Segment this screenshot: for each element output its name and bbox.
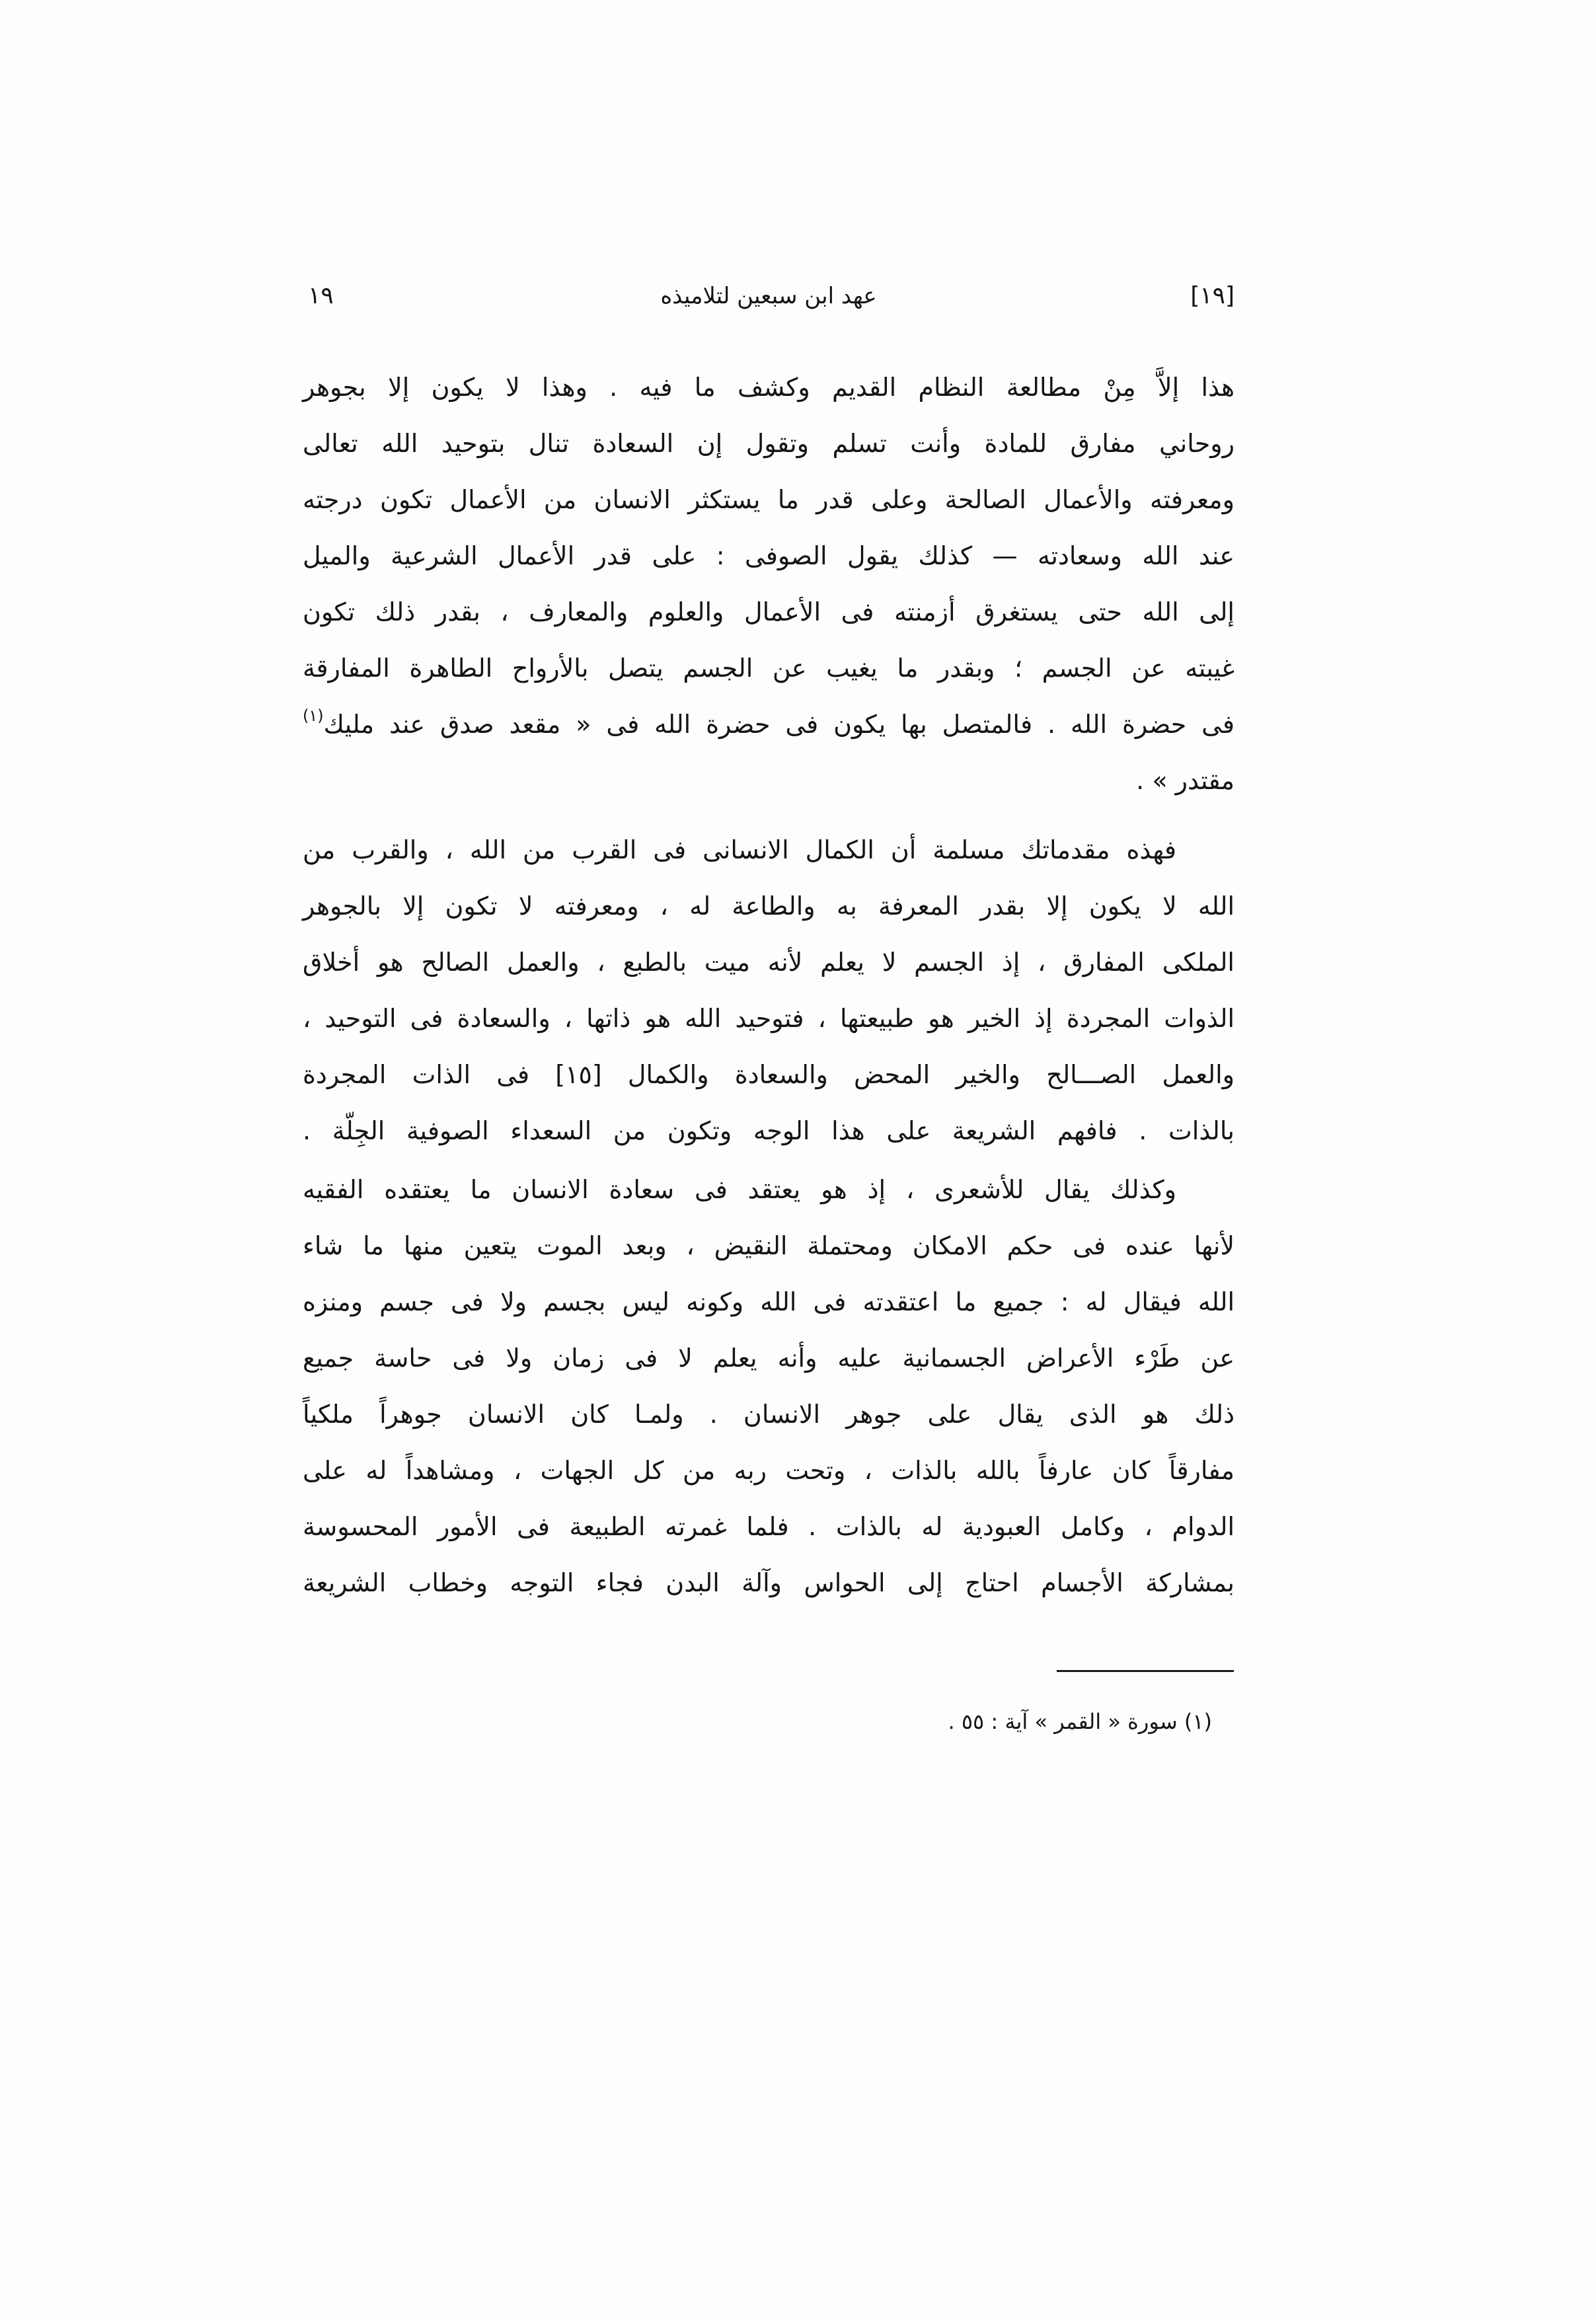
body-text bbox=[303, 360, 1235, 1611]
paragraph bbox=[303, 1162, 1235, 1611]
text-line-content: فى حضرة الله . فالمتصل بها يكون فى حضرة الله فى « مقعد صدق عند مليك bbox=[323, 710, 1235, 739]
text-line: الملكى المفارق ، إذ الجسم لا يعلم لأنه ميت بالطبع ، والعمل الصالح هو أخلاق bbox=[303, 948, 1235, 977]
text-line: غيبته عن الجسم ؛ وبقدر ما يغيب عن الجسم يتصل بالأرواح الطاهرة المفارقة bbox=[303, 654, 1235, 683]
page-number-left: ١٩ bbox=[308, 282, 334, 309]
text-line: فهذه مقدماتك مسلمة أن الكمال الانسانى فى القرب من الله ، والقرب من bbox=[303, 835, 1176, 864]
text-line: إلى الله حتى يستغرق أزمنته فى الأعمال والعلوم والمعارف ، بقدر ذلك تكون bbox=[303, 597, 1235, 627]
text-line: لأنها عنده فى حكم الامكان ومحتملة النقيض ، وبعد الموت يتعين منها ما شاء bbox=[303, 1231, 1235, 1260]
text-line: الدوام ، وكامل العبودية له بالذات . فلما غمرته الطبيعة فى الأمور المحسوسة bbox=[303, 1512, 1235, 1541]
text-line: ومعرفته والأعمال الصالحة وعلى قدر ما يستكثر الانسان من الأعمال تكون درجته bbox=[303, 485, 1235, 514]
paragraph bbox=[303, 360, 1235, 809]
page-header bbox=[303, 276, 1235, 316]
footnote: (١) سورة « القمر » آية : ٥٥ . bbox=[948, 1709, 1212, 1734]
paragraph bbox=[303, 822, 1235, 1159]
text-line: الله لا يكون إلا بقدر المعرفة به والطاعة له ، ومعرفته لا تكون إلا بالجوهر bbox=[303, 892, 1235, 921]
text-line: الله فيقال له : جميع ما اعتقدته فى الله وكونه ليس بجسم ولا فى جسم ومنزه bbox=[303, 1287, 1235, 1316]
text-line: مقتدر » . bbox=[1136, 766, 1235, 795]
text-line bbox=[303, 697, 1235, 753]
text-line: وكذلك يقال للأشعرى ، إذ هو يعتقد فى سعادة الانسان ما يعتقده الفقيه bbox=[303, 1175, 1176, 1204]
text-line: والعمل الصـــالح والخير المحض والسعادة والكمال [١٥] فى الذات المجردة bbox=[303, 1060, 1235, 1089]
footnote-reference: (١) bbox=[303, 706, 324, 725]
text-line: الذوات المجردة إذ الخير هو طبيعتها ، فتوحيد الله هو ذاتها ، والسعادة فى التوحيد ، bbox=[303, 1004, 1235, 1033]
footnote-separator bbox=[1057, 1670, 1234, 1672]
text-line: عن طَرْء الأعراض الجسمانية عليه وأنه يعلم لا فى زمان ولا فى حاسة جميع bbox=[303, 1344, 1235, 1373]
text-line: بالذات . فافهم الشريعة على هذا الوجه وتكون من السعداء الصوفية الجِلّة . bbox=[303, 1116, 1235, 1145]
text-line: ذلك هو الذى يقال على جوهر الانسان . ولمـا كان الانسان جوهراً ملكياً bbox=[303, 1400, 1235, 1429]
text-line: بمشاركة الأجسام احتاج إلى الحواس وآلة البدن فجاء التوجه وخطاب الشريعة bbox=[303, 1568, 1235, 1597]
text-line: عند الله وسعادته — كذلك يقول الصوفى : على قدر الأعمال الشرعية والميل bbox=[303, 541, 1235, 570]
text-line: مفارقاً كان عارفاً بالله بالذات ، وتحت ربه من كل الجهات ، ومشاهداً له على bbox=[303, 1456, 1235, 1485]
page-number-right: [١٩] bbox=[1190, 282, 1235, 309]
running-head: عهد ابن سبعين لتلاميذه bbox=[660, 283, 877, 309]
text-line: روحاني مفارق للمادة وأنت تسلم وتقول إن السعادة تنال بتوحيد الله تعالى bbox=[303, 429, 1235, 458]
text-line: هذا إلاَّ مِنْ مطالعة النظام القديم وكشف ما فيه . وهذا لا يكون إلا بجوهر bbox=[303, 373, 1235, 402]
